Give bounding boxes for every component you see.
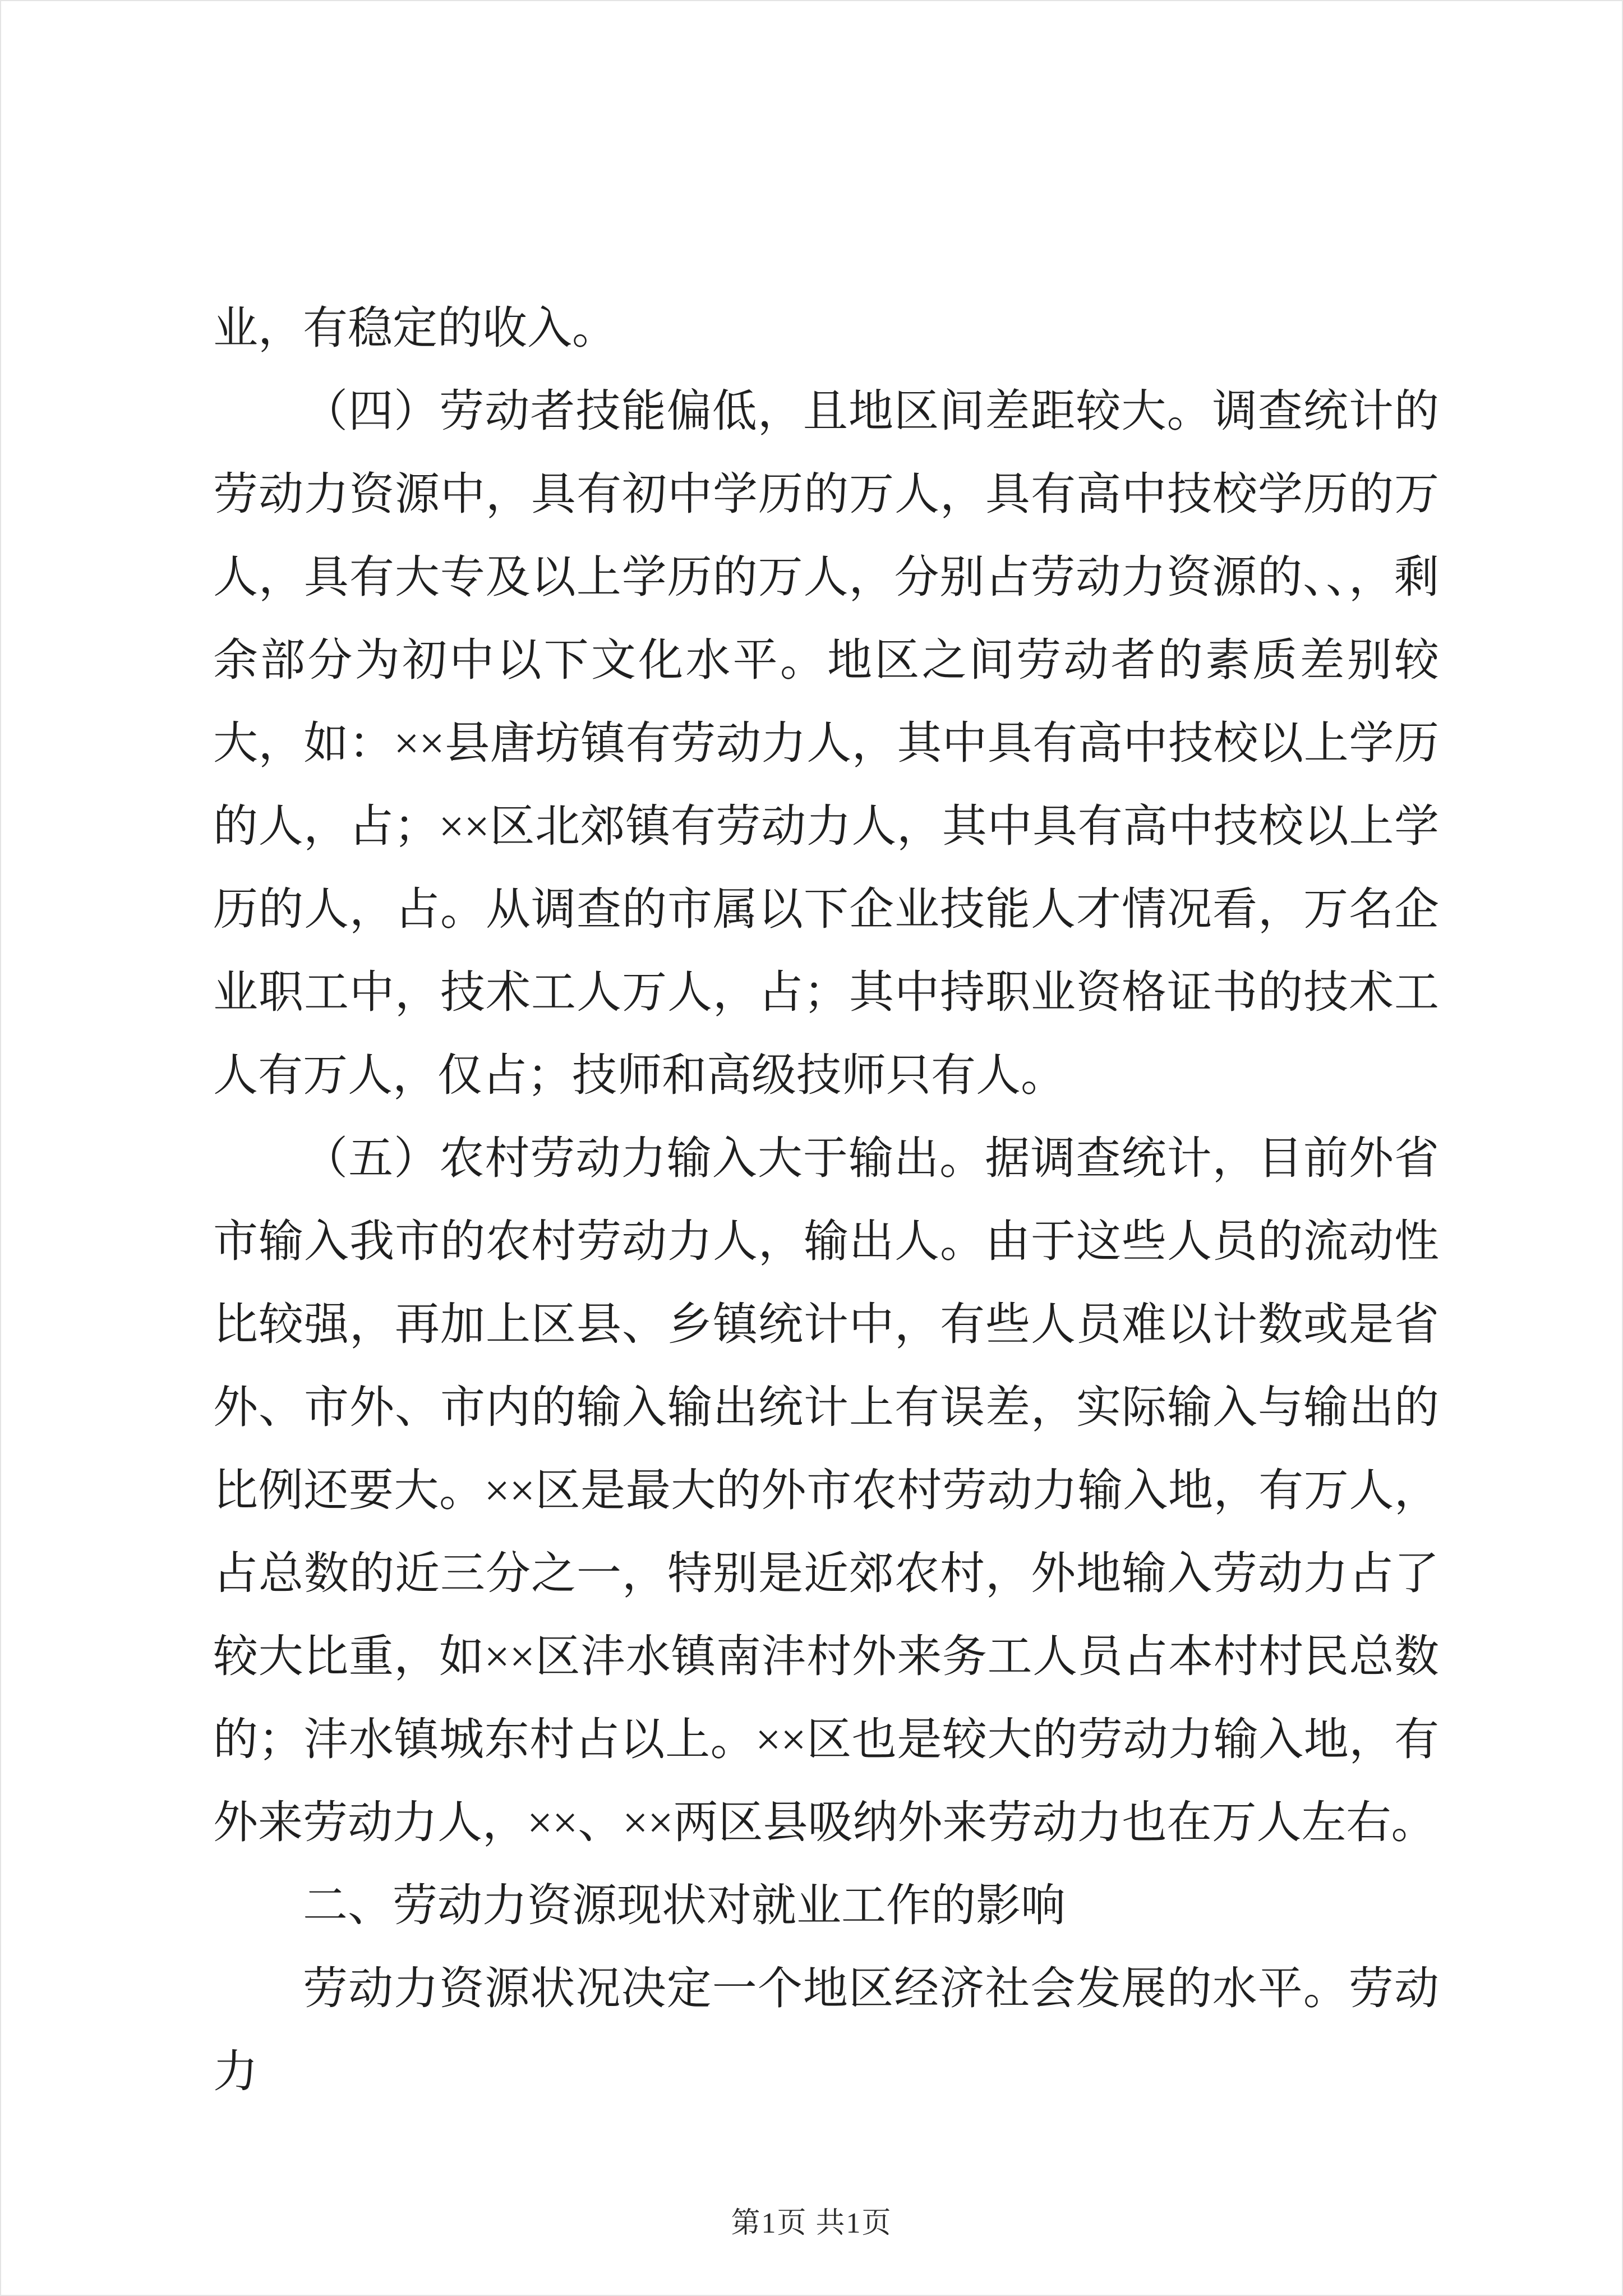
document-body bbox=[213, 287, 1439, 2114]
page-number: 第1页 共1页 bbox=[731, 2207, 892, 2239]
paragraph-item-five: （五）农村劳动力输入大于输出。据调查统计，目前外省市输入我市的农村劳动力人，输出人。由于这些人员的流动性比较强，再加上区县、乡镇统计中，有些人员难以计数或是省外、市外、市内的输入输出统计上有误差，实际输入与输出的比例还要大。××区是最大的外市农村劳动力输入地，有万人，占总数的近三分之一，特别是近郊农村，外地输入劳动力占了较大比重，如××区沣水镇南沣村外来务工人员占本村村民总数的；沣水镇城东村占以上。××区也是较大的劳动力输入地，有外来劳动力人，××、××两区县吸纳外来劳动力也在万人左右。 bbox=[213, 1134, 1439, 1848]
paragraph-continuation: 业，有稳定的收入。 bbox=[213, 304, 617, 353]
paragraph-item-four: （四）劳动者技能偏低，且地区间差距较大。调查统计的劳动力资源中，具有初中学历的万人，具有高中技校学历的万人，具有大专及以上学历的万人，分别占劳动力资源的、、，剩余部分为初中以下文化水平。地区之间劳动者的素质差别较大，如：××县唐坊镇有劳动力人，其中具有高中技校以上学历的人，占；××区北郊镇有劳动力人，其中具有高中技校以上学历的人，占。从调查的市属以下企业技能人才情况看，万名企业职工中，技术工人万人，占；其中持职业资格证书的技术工人有万人，仅占；技师和高级技师只有人。 bbox=[213, 387, 1439, 1101]
page-footer bbox=[1, 2199, 1622, 2241]
section-heading: 二、劳动力资源现状对就业工作的影响 bbox=[303, 1881, 1066, 1931]
paragraph-section-intro: 劳动力资源状况决定一个地区经济社会发展的水平。劳动力 bbox=[213, 1964, 1439, 2097]
